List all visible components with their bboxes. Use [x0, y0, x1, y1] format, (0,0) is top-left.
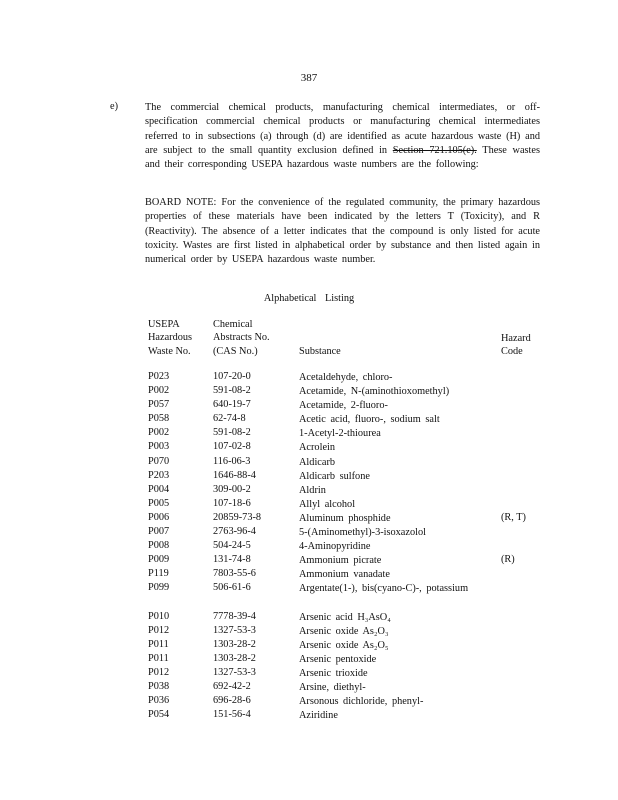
item-label: e)	[110, 101, 118, 112]
substance-name: Aldrin	[299, 484, 326, 496]
waste-number: P058	[148, 413, 170, 425]
waste-number: P070	[148, 455, 170, 467]
header-line: (CAS No.)	[213, 345, 258, 357]
table-row	[0, 709, 618, 723]
header-hazard-code	[501, 332, 531, 359]
cas-number: 1646-88-4	[213, 469, 256, 481]
waste-number: P057	[148, 399, 170, 411]
hazard-code: (R, T)	[501, 511, 526, 523]
cas-number: 1303-28-2	[213, 638, 256, 650]
table-row	[0, 625, 618, 639]
waste-number: P011	[148, 652, 169, 664]
cas-number: 640-19-7	[213, 399, 251, 411]
cas-number: 116-06-3	[213, 455, 251, 467]
cas-number: 20859-73-8	[213, 511, 262, 523]
waste-number: P054	[148, 709, 170, 721]
waste-table-body	[0, 371, 618, 723]
substance-name: Aziridine	[299, 710, 338, 722]
table-row	[0, 611, 618, 625]
header-line: Abstracts No.	[213, 332, 270, 344]
table-row	[0, 681, 618, 695]
header-line: Waste No.	[148, 345, 191, 357]
waste-number: P005	[148, 497, 170, 509]
header-substance: Substance	[299, 345, 341, 357]
table-row	[0, 554, 618, 568]
table-row	[0, 427, 618, 441]
cas-number: 696-28-6	[213, 695, 251, 707]
table-row	[0, 470, 618, 484]
table-row	[0, 526, 618, 540]
intro-text-end: These wastes and their corresponding USEPA hazardous waste numbers are the following:	[145, 144, 540, 171]
header-waste-number	[148, 318, 192, 358]
substance-name: Arsenic oxide As₂O₅	[299, 639, 389, 651]
substance-name: Acetamide, N-(aminothioxomethyl)	[299, 386, 450, 398]
cas-number: 7778-39-4	[213, 610, 256, 622]
table-row	[0, 456, 618, 470]
table-row	[0, 582, 618, 610]
table-row	[0, 695, 618, 709]
cas-number: 692-42-2	[213, 681, 251, 693]
waste-number: P012	[148, 666, 170, 678]
waste-number: P010	[148, 610, 170, 622]
table-row	[0, 498, 618, 512]
table-row	[0, 568, 618, 582]
substance-name: Acetaldehyde, chloro-	[299, 372, 393, 383]
header-line: Code	[501, 345, 523, 357]
cas-number: 62-74-8	[213, 413, 246, 425]
waste-number: P002	[148, 427, 170, 439]
table-row	[0, 512, 618, 526]
table-row	[0, 484, 618, 498]
cas-number: 506-61-6	[213, 582, 251, 594]
substance-name: Ammonium picrate	[299, 555, 382, 567]
substance-name: Acetamide, 2-fluoro-	[299, 400, 388, 412]
cas-number: 131-74-8	[213, 554, 251, 566]
cas-number: 1327-53-3	[213, 666, 256, 678]
cas-number: 107-20-0	[213, 371, 251, 382]
substance-name: Aldicarb	[299, 456, 336, 468]
substance-name: Arsonous dichloride, phenyl-	[299, 696, 424, 708]
substance-name: Allyl alcohol	[299, 498, 356, 510]
waste-number: P011	[148, 638, 169, 650]
waste-number: P203	[148, 469, 170, 481]
hazard-code: (R)	[501, 554, 515, 566]
waste-number: P007	[148, 526, 170, 538]
substance-name: Aldicarb sulfone	[299, 470, 370, 482]
table-row	[0, 385, 618, 399]
header-line: USEPA	[148, 319, 180, 330]
substance-name: Arsenic oxide As₂O₃	[299, 625, 389, 637]
cas-number: 107-18-6	[213, 497, 251, 509]
waste-number: P004	[148, 483, 170, 495]
substance-name: Arsenic acid H₃AsO₄	[299, 611, 391, 623]
header-line: Chemical	[213, 319, 253, 330]
cas-number: 591-08-2	[213, 385, 251, 397]
cas-number: 309-00-2	[213, 483, 251, 495]
table-title: Alphabetical Listing	[263, 293, 355, 304]
waste-number: P009	[148, 554, 170, 566]
header-line: Hazard	[501, 332, 531, 344]
substance-name: Ammonium vanadate	[299, 569, 390, 581]
cas-number: 2763-96-4	[213, 526, 256, 538]
board-note: BOARD NOTE: For the convenience of the regulated community, the primary hazardous properties of these materials have been indicated by the letters T (Toxicity), and R (Reactivity). The absence of a letter indicates that the compound is only listed for acute toxicity. Wastes are first listed in alphabetical order by substance and then listed again in numerical order by USEPA hazardous waste number.	[145, 197, 540, 266]
substance-name: Arsenic trioxide	[299, 667, 368, 679]
waste-number: P023	[148, 371, 170, 382]
waste-number: P002	[148, 385, 170, 397]
waste-number: P012	[148, 624, 170, 636]
table-row	[0, 441, 618, 455]
cas-number: 591-08-2	[213, 427, 251, 439]
table-row	[0, 639, 618, 653]
waste-number: P006	[148, 511, 170, 523]
waste-number: P003	[148, 441, 170, 453]
waste-number: P008	[148, 540, 170, 552]
table-row	[0, 413, 618, 427]
substance-name: Acrolein	[299, 442, 336, 454]
waste-number: P038	[148, 681, 170, 693]
page-number: 387	[300, 72, 318, 84]
table-row	[0, 399, 618, 413]
substance-name: 1-Acetyl-2-thiourea	[299, 428, 381, 440]
substance-name: 5-(Aminomethyl)-3-isoxazolol	[299, 527, 426, 539]
substance-name: 4-Aminopyridine	[299, 541, 371, 553]
header-line: Hazardous	[148, 332, 193, 344]
table-row	[0, 667, 618, 681]
substance-name: Aluminum phosphide	[299, 512, 391, 524]
waste-number: P099	[148, 582, 170, 594]
header-cas-number	[213, 318, 270, 358]
waste-number: P119	[148, 568, 169, 580]
substance-name: Acetic acid, fluoro-, sodium salt	[299, 414, 440, 426]
cas-number: 107-02-8	[213, 441, 251, 453]
table-row	[0, 653, 618, 667]
substance-name: Arsenic pentoxide	[299, 653, 377, 665]
cas-number: 1327-53-3	[213, 624, 256, 636]
cas-number: 504-24-5	[213, 540, 251, 552]
substance-name: Arsine, diethyl-	[299, 682, 366, 694]
cas-number: 1303-28-2	[213, 652, 256, 664]
cas-number: 151-56-4	[213, 709, 251, 721]
struck-reference: Section 721.105(e).	[392, 144, 477, 156]
cas-number: 7803-55-6	[213, 568, 256, 580]
intro-paragraph	[145, 101, 540, 172]
substance-name: Argentate(1-), bis(cyano-C)-, potassium	[299, 583, 469, 595]
table-row	[0, 371, 618, 385]
table-row	[0, 540, 618, 554]
waste-number: P036	[148, 695, 170, 707]
intro-text-start: The commercial chemical products, manufacturing chemical intermediates, or off-specification commercial chemical products or manufacturing chemical intermediates referred to in subsections (a) through (d) are identified as acute hazardous waste (H) and are subject to the small quantity exclusion defined in	[145, 102, 540, 156]
